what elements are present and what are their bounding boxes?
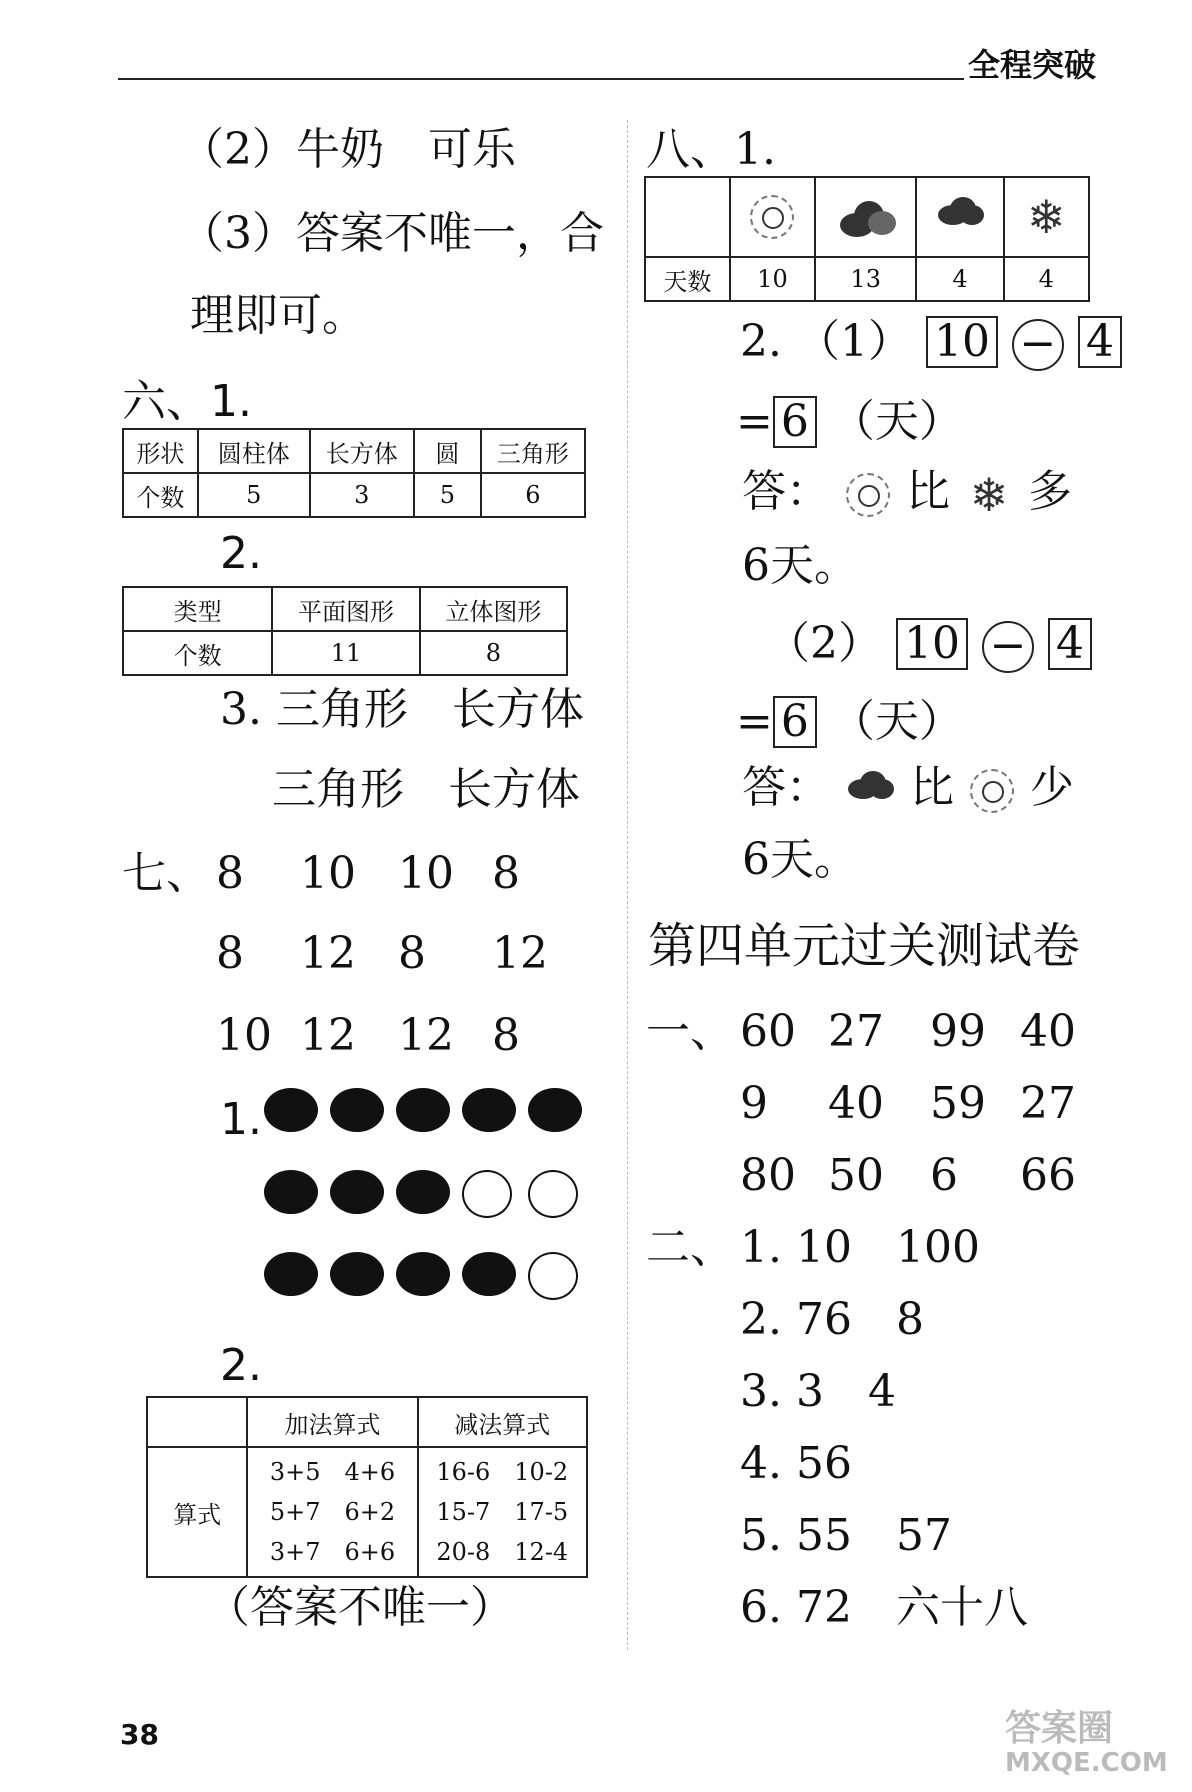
operator-circle: − [1012, 319, 1064, 371]
equation-2-1 [740, 316, 1122, 371]
filled-circle [462, 1252, 516, 1296]
equation: 6+2 [344, 1498, 396, 1526]
answer-line: 4. 56 [740, 1438, 852, 1489]
answer-note: （答案不唯一） [206, 1582, 514, 1633]
filled-circle [528, 1088, 582, 1132]
answer-1 [742, 466, 1072, 520]
number-value: 60 [740, 1006, 796, 1057]
unit-4-title: 第四单元过关测试卷 [648, 918, 1081, 974]
equation-line [248, 1452, 416, 1492]
number-value: 6 [930, 1150, 958, 1201]
equals-sign: = [736, 396, 773, 447]
equation: 5+7 [269, 1498, 321, 1526]
table-header: 平面图形 [272, 587, 419, 631]
watermark-logo: 答案圈 [1005, 1708, 1114, 1749]
addition-cell [247, 1447, 417, 1577]
number-box: 10 [896, 618, 968, 670]
section-6-2-label: 2. [220, 528, 262, 579]
equation: 15-7 [436, 1498, 491, 1526]
table-row-label: 算式 [147, 1447, 247, 1577]
table-row-label: 天数 [645, 257, 730, 301]
section-7-1-label: 1. [220, 1094, 262, 1145]
filled-circle [264, 1170, 318, 1214]
compare-word: 比 [906, 466, 950, 517]
equation: 16-6 [436, 1458, 491, 1486]
table-cell: 13 [815, 257, 916, 301]
number-value: 27 [828, 1006, 884, 1057]
sun-icon [748, 193, 796, 241]
snowflake-icon: ❄ [1027, 190, 1066, 244]
filled-circle [264, 1252, 318, 1296]
number-box: 10 [926, 316, 998, 368]
table-header [730, 177, 815, 257]
snowflake-icon: ❄ [969, 467, 1009, 522]
table-cell: 5 [198, 473, 310, 517]
page-number: 38 [120, 1718, 159, 1751]
table-header: 长方体 [310, 429, 414, 473]
compare-end: 多 [1028, 466, 1072, 517]
column-divider [627, 120, 628, 1650]
table-header: 加法算式 [247, 1397, 417, 1447]
table-header [147, 1397, 247, 1447]
filled-circle [330, 1088, 384, 1132]
number-value: 99 [930, 1006, 986, 1057]
equals-sign: = [736, 696, 773, 747]
table-header-empty [645, 177, 730, 257]
table-header [1004, 177, 1089, 257]
shape-type-table [122, 586, 568, 676]
table-cell: 个数 [123, 473, 198, 517]
equation-2-1-result [736, 396, 963, 448]
table-cell: 个数 [123, 631, 272, 675]
empty-circle [462, 1170, 512, 1218]
table-header: 类型 [123, 587, 272, 631]
equation-line [248, 1532, 416, 1572]
filled-circle [462, 1088, 516, 1132]
table-cell: 11 [272, 631, 419, 675]
equation-table [146, 1396, 588, 1578]
answer-line: 3. 3 4 [740, 1366, 896, 1417]
equation-prefix: （2） [766, 618, 882, 669]
shape-count-table [122, 428, 586, 518]
result-box: 6 [773, 696, 817, 748]
number-value: 8 [216, 928, 244, 979]
answer-5-2: （2）牛奶 可乐 [180, 124, 516, 175]
number-value: 12 [492, 928, 548, 979]
equation: 3+5 [269, 1458, 321, 1486]
table-header [815, 177, 916, 257]
unit-4-section-2-label: 二、 [646, 1222, 734, 1273]
unit-label: （天） [830, 396, 963, 447]
number-value: 40 [1020, 1006, 1076, 1057]
answer-2-line2: 6天。 [742, 834, 858, 885]
table-header [916, 177, 1003, 257]
number-value: 40 [828, 1078, 884, 1129]
answer-line: 2. 76 8 [740, 1294, 924, 1345]
table-cell: 6 [481, 473, 585, 517]
filled-circle [330, 1252, 384, 1296]
subtraction-cell [418, 1447, 587, 1577]
table-cell: 4 [1004, 257, 1089, 301]
equation-line [248, 1492, 416, 1532]
weather-table [644, 176, 1090, 302]
compare-end: 少 [1030, 762, 1074, 813]
answer-line: 6. 72 六十八 [740, 1582, 1028, 1633]
table-cell: 5 [414, 473, 481, 517]
operator-circle: − [982, 621, 1034, 673]
equation-line [419, 1532, 586, 1572]
equation-line [419, 1492, 586, 1532]
equation-2-2 [766, 618, 1092, 673]
number-value: 27 [1020, 1078, 1076, 1129]
answer-1-line2: 6天。 [742, 540, 858, 591]
number-value: 80 [740, 1150, 796, 1201]
number-value: 8 [492, 848, 520, 899]
table-header: 形状 [123, 429, 198, 473]
cloud-icon [836, 195, 896, 239]
unit-label: （天） [830, 696, 963, 747]
number-value: 50 [828, 1150, 884, 1201]
equation: 3+7 [269, 1538, 321, 1566]
table-cell: 4 [916, 257, 1003, 301]
number-value: 8 [216, 848, 244, 899]
equation: 20-8 [436, 1538, 491, 1566]
number-value: 10 [300, 848, 356, 899]
table-header: 圆 [414, 429, 481, 473]
empty-circle [528, 1252, 578, 1300]
number-value: 59 [930, 1078, 986, 1129]
number-value: 12 [398, 1010, 454, 1061]
table-header: 圆柱体 [198, 429, 310, 473]
answer-6-3-line1: 3. 三角形 长方体 [220, 684, 584, 735]
table-header: 三角形 [481, 429, 585, 473]
table-header: 立体图形 [420, 587, 567, 631]
number-value: 8 [398, 928, 426, 979]
number-value: 10 [398, 848, 454, 899]
filled-circle [396, 1252, 450, 1296]
answer-2 [742, 762, 1074, 815]
equation-prefix: 2. （1） [740, 316, 912, 367]
number-box: 4 [1078, 316, 1122, 368]
answer-label: 答： [742, 466, 830, 517]
table-cell: 10 [730, 257, 815, 301]
section-8-1-label: 八、1. [646, 124, 776, 175]
sun-icon [968, 767, 1016, 815]
result-box: 6 [773, 396, 817, 448]
filled-circle [396, 1170, 450, 1214]
filled-circle [264, 1088, 318, 1132]
number-value: 8 [492, 1010, 520, 1061]
answer-5-3-line2: 理即可。 [190, 290, 366, 341]
rain-icon [844, 769, 896, 813]
filled-circle [330, 1170, 384, 1214]
number-value: 66 [1020, 1150, 1076, 1201]
table-header: 减法算式 [418, 1397, 587, 1447]
equation: 4+6 [344, 1458, 396, 1486]
equation: 6+6 [344, 1538, 396, 1566]
section-7-label: 七、 [122, 848, 210, 899]
table-cell: 8 [420, 631, 567, 675]
watermark-url: MXQE.COM [1005, 1748, 1168, 1778]
empty-circle [528, 1170, 578, 1218]
table-cell: 3 [310, 473, 414, 517]
equation: 17-5 [514, 1498, 569, 1526]
equation: 10-2 [514, 1458, 569, 1486]
sun-icon [844, 471, 892, 519]
number-value: 12 [300, 928, 356, 979]
number-value: 10 [216, 1010, 272, 1061]
section-7-2-label: 2. [220, 1340, 262, 1391]
rain-icon [934, 195, 986, 239]
number-box: 4 [1048, 618, 1092, 670]
number-value: 9 [740, 1078, 768, 1129]
header-title: 全程突破 [968, 46, 1097, 84]
answer-6-3-line2: 三角形 长方体 [272, 764, 580, 815]
equation-line [419, 1452, 586, 1492]
equation-2-2-result [736, 696, 963, 748]
answer-5-3-line1: （3）答案不唯一，合 [180, 208, 604, 259]
answer-label: 答： [742, 762, 830, 813]
unit-4-section-1-label: 一、 [646, 1006, 734, 1057]
answer-line: 1. 10 100 [740, 1222, 980, 1273]
equation: 12-4 [514, 1538, 569, 1566]
section-6-1-label: 六、1. [122, 376, 252, 427]
header-rule [118, 78, 964, 80]
answer-line: 5. 55 57 [740, 1510, 952, 1561]
number-value: 12 [300, 1010, 356, 1061]
compare-word: 比 [910, 762, 954, 813]
filled-circle [396, 1088, 450, 1132]
